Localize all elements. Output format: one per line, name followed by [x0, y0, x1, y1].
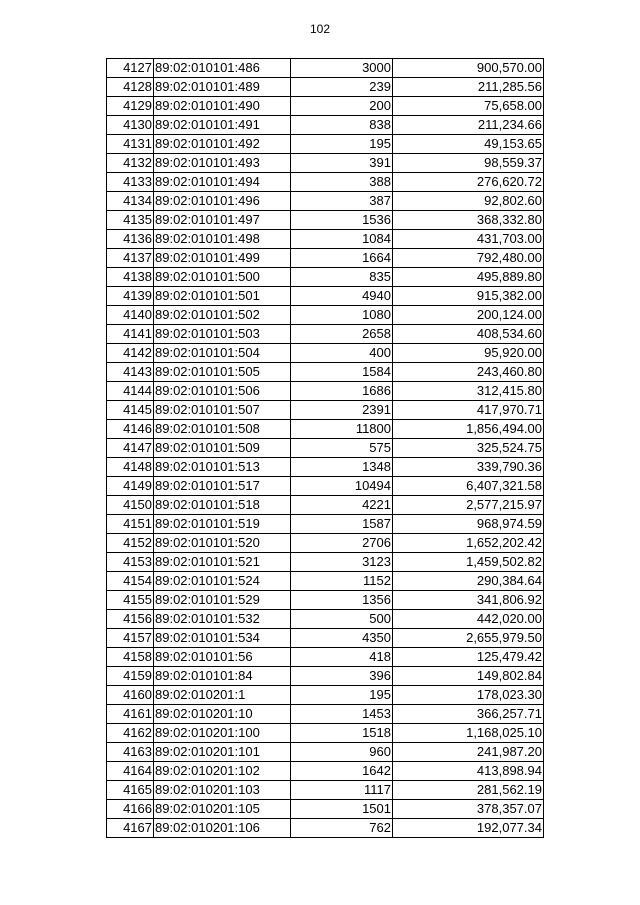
value-cell: 1,856,494.00 [393, 420, 544, 439]
table-row [107, 781, 544, 800]
row-number-cell: 4147 [107, 439, 154, 458]
cadastral-number-cell: 89:02:010101:502 [154, 306, 291, 325]
area-cell: 387 [291, 192, 393, 211]
value-cell: 378,357.07 [393, 800, 544, 819]
row-number-cell: 4140 [107, 306, 154, 325]
value-cell: 339,790.36 [393, 458, 544, 477]
table-row [107, 629, 544, 648]
cadastral-number-cell: 89:02:010201:100 [154, 724, 291, 743]
value-cell: 408,534.60 [393, 325, 544, 344]
cadastral-number-cell: 89:02:010101:517 [154, 477, 291, 496]
area-cell: 1518 [291, 724, 393, 743]
area-cell: 1686 [291, 382, 393, 401]
row-number-cell: 4131 [107, 135, 154, 154]
row-number-cell: 4153 [107, 553, 154, 572]
table-row [107, 173, 544, 192]
cadastral-number-cell: 89:02:010101:519 [154, 515, 291, 534]
row-number-cell: 4134 [107, 192, 154, 211]
row-number-cell: 4142 [107, 344, 154, 363]
row-number-cell: 4150 [107, 496, 154, 515]
row-number-cell: 4165 [107, 781, 154, 800]
cadastral-number-cell: 89:02:010201:1 [154, 686, 291, 705]
area-cell: 1587 [291, 515, 393, 534]
cadastral-number-cell: 89:02:010101:56 [154, 648, 291, 667]
row-number-cell: 4159 [107, 667, 154, 686]
cadastral-number-cell: 89:02:010101:534 [154, 629, 291, 648]
table-row [107, 800, 544, 819]
area-cell: 1084 [291, 230, 393, 249]
cadastral-number-cell: 89:02:010101:504 [154, 344, 291, 363]
row-number-cell: 4166 [107, 800, 154, 819]
table-row [107, 686, 544, 705]
cadastral-number-cell: 89:02:010101:506 [154, 382, 291, 401]
cadastral-number-cell: 89:02:010101:496 [154, 192, 291, 211]
cadastral-number-cell: 89:02:010101:509 [154, 439, 291, 458]
value-cell: 442,020.00 [393, 610, 544, 629]
cadastral-number-cell: 89:02:010101:497 [154, 211, 291, 230]
value-cell: 149,802.84 [393, 667, 544, 686]
value-cell: 75,658.00 [393, 97, 544, 116]
table-row [107, 401, 544, 420]
row-number-cell: 4167 [107, 819, 154, 838]
row-number-cell: 4157 [107, 629, 154, 648]
value-cell: 200,124.00 [393, 306, 544, 325]
area-cell: 1501 [291, 800, 393, 819]
row-number-cell: 4138 [107, 268, 154, 287]
value-cell: 312,415.80 [393, 382, 544, 401]
row-number-cell: 4137 [107, 249, 154, 268]
table-row [107, 477, 544, 496]
area-cell: 195 [291, 686, 393, 705]
value-cell: 341,806.92 [393, 591, 544, 610]
value-cell: 366,257.71 [393, 705, 544, 724]
value-cell: 431,703.00 [393, 230, 544, 249]
table-row [107, 439, 544, 458]
table-row [107, 553, 544, 572]
value-cell: 2,577,215.97 [393, 496, 544, 515]
table-row [107, 116, 544, 135]
row-number-cell: 4163 [107, 743, 154, 762]
cadastral-number-cell: 89:02:010201:10 [154, 705, 291, 724]
cadastral-number-cell: 89:02:010101:492 [154, 135, 291, 154]
area-cell: 4940 [291, 287, 393, 306]
value-cell: 49,153.65 [393, 135, 544, 154]
value-cell: 495,889.80 [393, 268, 544, 287]
table-row [107, 268, 544, 287]
cadastral-number-cell: 89:02:010101:84 [154, 667, 291, 686]
area-cell: 3123 [291, 553, 393, 572]
row-number-cell: 4164 [107, 762, 154, 781]
cadastral-value-table [106, 58, 544, 838]
row-number-cell: 4154 [107, 572, 154, 591]
area-cell: 835 [291, 268, 393, 287]
value-cell: 192,077.34 [393, 819, 544, 838]
cadastral-number-cell: 89:02:010101:529 [154, 591, 291, 610]
value-cell: 1,459,502.82 [393, 553, 544, 572]
row-number-cell: 4148 [107, 458, 154, 477]
table-row [107, 325, 544, 344]
cadastral-number-cell: 89:02:010101:520 [154, 534, 291, 553]
area-cell: 10494 [291, 477, 393, 496]
area-cell: 2391 [291, 401, 393, 420]
area-cell: 960 [291, 743, 393, 762]
table-row [107, 211, 544, 230]
area-cell: 1117 [291, 781, 393, 800]
cadastral-number-cell: 89:02:010101:507 [154, 401, 291, 420]
table-row [107, 306, 544, 325]
area-cell: 762 [291, 819, 393, 838]
table-row [107, 458, 544, 477]
table-row [107, 192, 544, 211]
area-cell: 2658 [291, 325, 393, 344]
area-cell: 3000 [291, 59, 393, 78]
table-row [107, 534, 544, 553]
value-cell: 276,620.72 [393, 173, 544, 192]
table-row [107, 648, 544, 667]
area-cell: 195 [291, 135, 393, 154]
value-cell: 211,285.56 [393, 78, 544, 97]
area-cell: 239 [291, 78, 393, 97]
value-cell: 915,382.00 [393, 287, 544, 306]
cadastral-number-cell: 89:02:010101:493 [154, 154, 291, 173]
value-cell: 92,802.60 [393, 192, 544, 211]
cadastral-number-cell: 89:02:010101:489 [154, 78, 291, 97]
table-row [107, 230, 544, 249]
table-row [107, 59, 544, 78]
area-cell: 575 [291, 439, 393, 458]
value-cell: 413,898.94 [393, 762, 544, 781]
row-number-cell: 4143 [107, 363, 154, 382]
row-number-cell: 4133 [107, 173, 154, 192]
page-number: 102 [309, 22, 331, 36]
row-number-cell: 4139 [107, 287, 154, 306]
area-cell: 388 [291, 173, 393, 192]
row-number-cell: 4135 [107, 211, 154, 230]
value-cell: 1,168,025.10 [393, 724, 544, 743]
row-number-cell: 4158 [107, 648, 154, 667]
row-number-cell: 4152 [107, 534, 154, 553]
value-cell: 125,479.42 [393, 648, 544, 667]
area-cell: 400 [291, 344, 393, 363]
area-cell: 11800 [291, 420, 393, 439]
row-number-cell: 4144 [107, 382, 154, 401]
area-cell: 200 [291, 97, 393, 116]
cadastral-number-cell: 89:02:010101:524 [154, 572, 291, 591]
row-number-cell: 4145 [107, 401, 154, 420]
value-cell: 95,920.00 [393, 344, 544, 363]
row-number-cell: 4129 [107, 97, 154, 116]
table-row [107, 515, 544, 534]
area-cell: 500 [291, 610, 393, 629]
table-row [107, 819, 544, 838]
row-number-cell: 4132 [107, 154, 154, 173]
table-row [107, 743, 544, 762]
row-number-cell: 4162 [107, 724, 154, 743]
area-cell: 2706 [291, 534, 393, 553]
cadastral-number-cell: 89:02:010201:106 [154, 819, 291, 838]
cadastral-number-cell: 89:02:010101:501 [154, 287, 291, 306]
row-number-cell: 4136 [107, 230, 154, 249]
area-cell: 838 [291, 116, 393, 135]
row-number-cell: 4161 [107, 705, 154, 724]
row-number-cell: 4130 [107, 116, 154, 135]
cadastral-number-cell: 89:02:010101:499 [154, 249, 291, 268]
value-cell: 243,460.80 [393, 363, 544, 382]
cadastral-number-cell: 89:02:010201:105 [154, 800, 291, 819]
value-cell: 178,023.30 [393, 686, 544, 705]
area-cell: 1348 [291, 458, 393, 477]
cadastral-number-cell: 89:02:010101:532 [154, 610, 291, 629]
value-cell: 900,570.00 [393, 59, 544, 78]
table-row [107, 420, 544, 439]
value-cell: 6,407,321.58 [393, 477, 544, 496]
cadastral-number-cell: 89:02:010201:101 [154, 743, 291, 762]
table-row [107, 382, 544, 401]
value-cell: 325,524.75 [393, 439, 544, 458]
cadastral-number-cell: 89:02:010201:102 [154, 762, 291, 781]
cadastral-number-cell: 89:02:010101:508 [154, 420, 291, 439]
table-row [107, 344, 544, 363]
row-number-cell: 4128 [107, 78, 154, 97]
area-cell: 1080 [291, 306, 393, 325]
area-cell: 1356 [291, 591, 393, 610]
area-cell: 396 [291, 667, 393, 686]
value-cell: 792,480.00 [393, 249, 544, 268]
table-row [107, 249, 544, 268]
cadastral-number-cell: 89:02:010101:513 [154, 458, 291, 477]
table-row [107, 78, 544, 97]
table-row [107, 572, 544, 591]
cadastral-number-cell: 89:02:010201:103 [154, 781, 291, 800]
cadastral-number-cell: 89:02:010101:491 [154, 116, 291, 135]
value-cell: 211,234.66 [393, 116, 544, 135]
area-cell: 4350 [291, 629, 393, 648]
area-cell: 418 [291, 648, 393, 667]
cadastral-number-cell: 89:02:010101:518 [154, 496, 291, 515]
value-cell: 368,332.80 [393, 211, 544, 230]
cadastral-number-cell: 89:02:010101:500 [154, 268, 291, 287]
row-number-cell: 4141 [107, 325, 154, 344]
table-row [107, 97, 544, 116]
area-cell: 1453 [291, 705, 393, 724]
table-row [107, 287, 544, 306]
row-number-cell: 4146 [107, 420, 154, 439]
cadastral-number-cell: 89:02:010101:521 [154, 553, 291, 572]
cadastral-number-cell: 89:02:010101:505 [154, 363, 291, 382]
area-cell: 391 [291, 154, 393, 173]
area-cell: 1664 [291, 249, 393, 268]
value-cell: 2,655,979.50 [393, 629, 544, 648]
value-cell: 281,562.19 [393, 781, 544, 800]
cadastral-number-cell: 89:02:010101:498 [154, 230, 291, 249]
table-row [107, 705, 544, 724]
table-row [107, 135, 544, 154]
area-cell: 1536 [291, 211, 393, 230]
value-cell: 417,970.71 [393, 401, 544, 420]
table-row [107, 667, 544, 686]
cadastral-number-cell: 89:02:010101:490 [154, 97, 291, 116]
cadastral-number-cell: 89:02:010101:494 [154, 173, 291, 192]
table-row [107, 496, 544, 515]
row-number-cell: 4127 [107, 59, 154, 78]
area-cell: 4221 [291, 496, 393, 515]
value-cell: 290,384.64 [393, 572, 544, 591]
table-row [107, 724, 544, 743]
area-cell: 1152 [291, 572, 393, 591]
value-cell: 241,987.20 [393, 743, 544, 762]
table-row [107, 363, 544, 382]
area-cell: 1642 [291, 762, 393, 781]
row-number-cell: 4155 [107, 591, 154, 610]
value-cell: 1,652,202.42 [393, 534, 544, 553]
table-row [107, 762, 544, 781]
row-number-cell: 4160 [107, 686, 154, 705]
area-cell: 1584 [291, 363, 393, 382]
row-number-cell: 4151 [107, 515, 154, 534]
cadastral-number-cell: 89:02:010101:503 [154, 325, 291, 344]
value-cell: 968,974.59 [393, 515, 544, 534]
table-row [107, 610, 544, 629]
value-cell: 98,559.37 [393, 154, 544, 173]
table-row [107, 591, 544, 610]
row-number-cell: 4156 [107, 610, 154, 629]
cadastral-number-cell: 89:02:010101:486 [154, 59, 291, 78]
table-body [107, 59, 544, 838]
row-number-cell: 4149 [107, 477, 154, 496]
table-row [107, 154, 544, 173]
